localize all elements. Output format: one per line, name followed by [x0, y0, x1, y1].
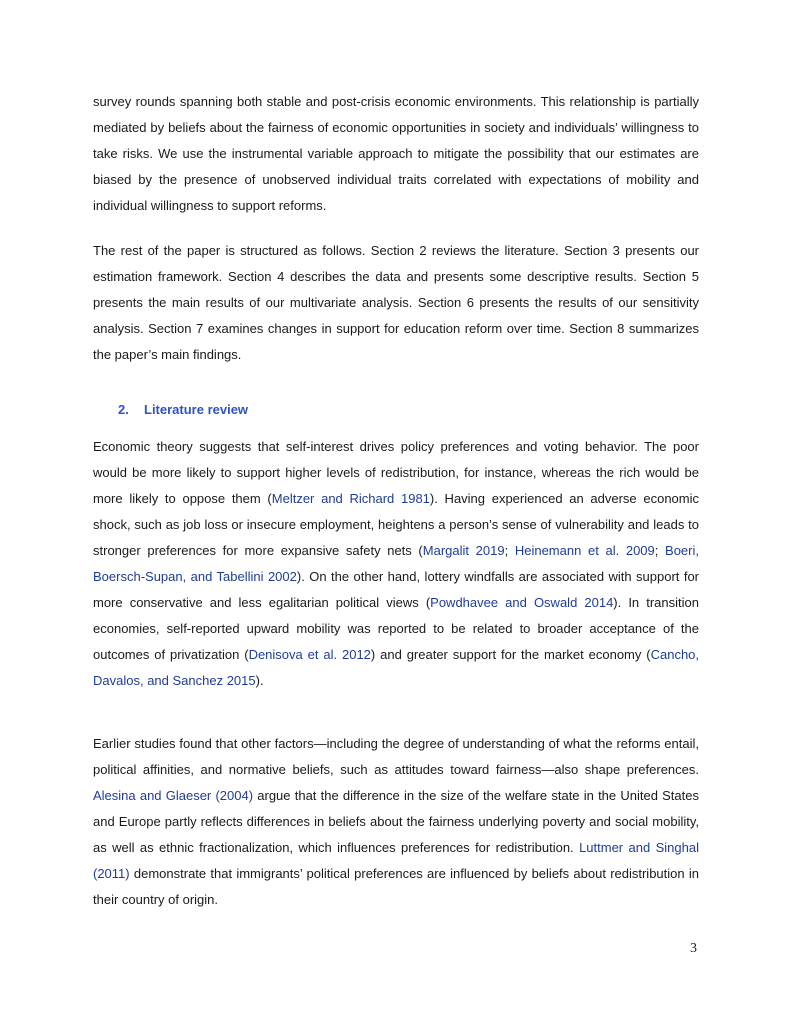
- literature-paragraph-1: [93, 434, 699, 694]
- text-run: Economic theory suggests that self-interest drives policy preferences and voting behavior. The poor would be more likely to support higher levels of redistribution, for instance, whereas the rich would be more likely to oppose them (: [93, 439, 699, 506]
- citation-link[interactable]: Luttmer and Singhal (2011): [93, 840, 699, 881]
- page-number: 3: [690, 941, 697, 956]
- section-number: 2.: [118, 402, 129, 417]
- citation-link[interactable]: Margalit 2019: [422, 543, 505, 558]
- text-run: ).: [255, 673, 264, 688]
- text-run: ;: [654, 543, 666, 558]
- intro-paragraph-end: survey rounds spanning both stable and post-crisis economic environments. This relationship is partially mediated by beliefs about the fairness of economic opportunities in society and individuals’ willingness to take risks. We use the instrumental variable approach to mitigate the possibility that our estimates are biased by the presence of unobserved individual traits correlated with expectations of mobility and individual willingness to support reforms.: [93, 94, 699, 213]
- text-run: argue that the difference in the size of the welfare state in the United States and Europe partly reflects differences in beliefs about the fairness underlying poverty and social mobility, as well as ethnic fractionalization, which influences preferences for redistribution.: [93, 788, 699, 855]
- citation-link[interactable]: Powdhavee and Oswald 2014: [430, 595, 614, 610]
- text-run: ). In transition economies, self-reported upward mobility was reported to be related to broader acceptance of the outcomes of privatization (: [93, 595, 699, 662]
- citation-link[interactable]: Cancho, Davalos, and Sanchez 2015: [93, 647, 700, 688]
- citation-link[interactable]: Meltzer and Richard 1981: [271, 491, 430, 506]
- section-title: Literature review: [144, 402, 249, 417]
- section-heading-literature-review: [118, 400, 248, 420]
- text-run: ;: [504, 543, 515, 558]
- citation-link[interactable]: Alesina and Glaeser (2004): [93, 788, 254, 803]
- citation-link[interactable]: Boeri, Boersch-Supan, and Tabellini 2002: [93, 543, 699, 584]
- text-run: ). On the other hand, lottery windfalls are associated with support for more conservative and less egalitarian political views (: [93, 569, 700, 610]
- citation-link[interactable]: Heinemann et al. 2009: [514, 543, 655, 558]
- citation-link[interactable]: Denisova et al. 2012: [248, 647, 371, 662]
- literature-paragraph-2: [93, 731, 699, 913]
- text-run: demonstrate that immigrants’ political preferences are influenced by beliefs about redistribution in their country of origin.: [93, 866, 699, 907]
- text-run: ) and greater support for the market economy (: [370, 647, 651, 662]
- paper-structure-paragraph: The rest of the paper is structured as follows. Section 2 reviews the literature. Section 3 presents our estimation framework. Section 4 describes the data and presents some descriptive results. Section 5 presents the main results of our multivariate analysis. Section 6 presents the results of our sensitivity analysis. Section 7 examines changes in support for education reform over time. Section 8 summarizes the paper’s main findings.: [93, 243, 699, 362]
- text-run: ). Having experienced an adverse economic shock, such as job loss or insecure employment, heightens a person’s sense of vulnerability and leads to stronger preferences for more expansive safety nets (: [93, 491, 700, 558]
- text-run: Earlier studies found that other factors—including the degree of understanding of what the reforms entail, political affinities, and normative beliefs, such as attitudes toward fairness—also shape preferences.: [93, 736, 699, 777]
